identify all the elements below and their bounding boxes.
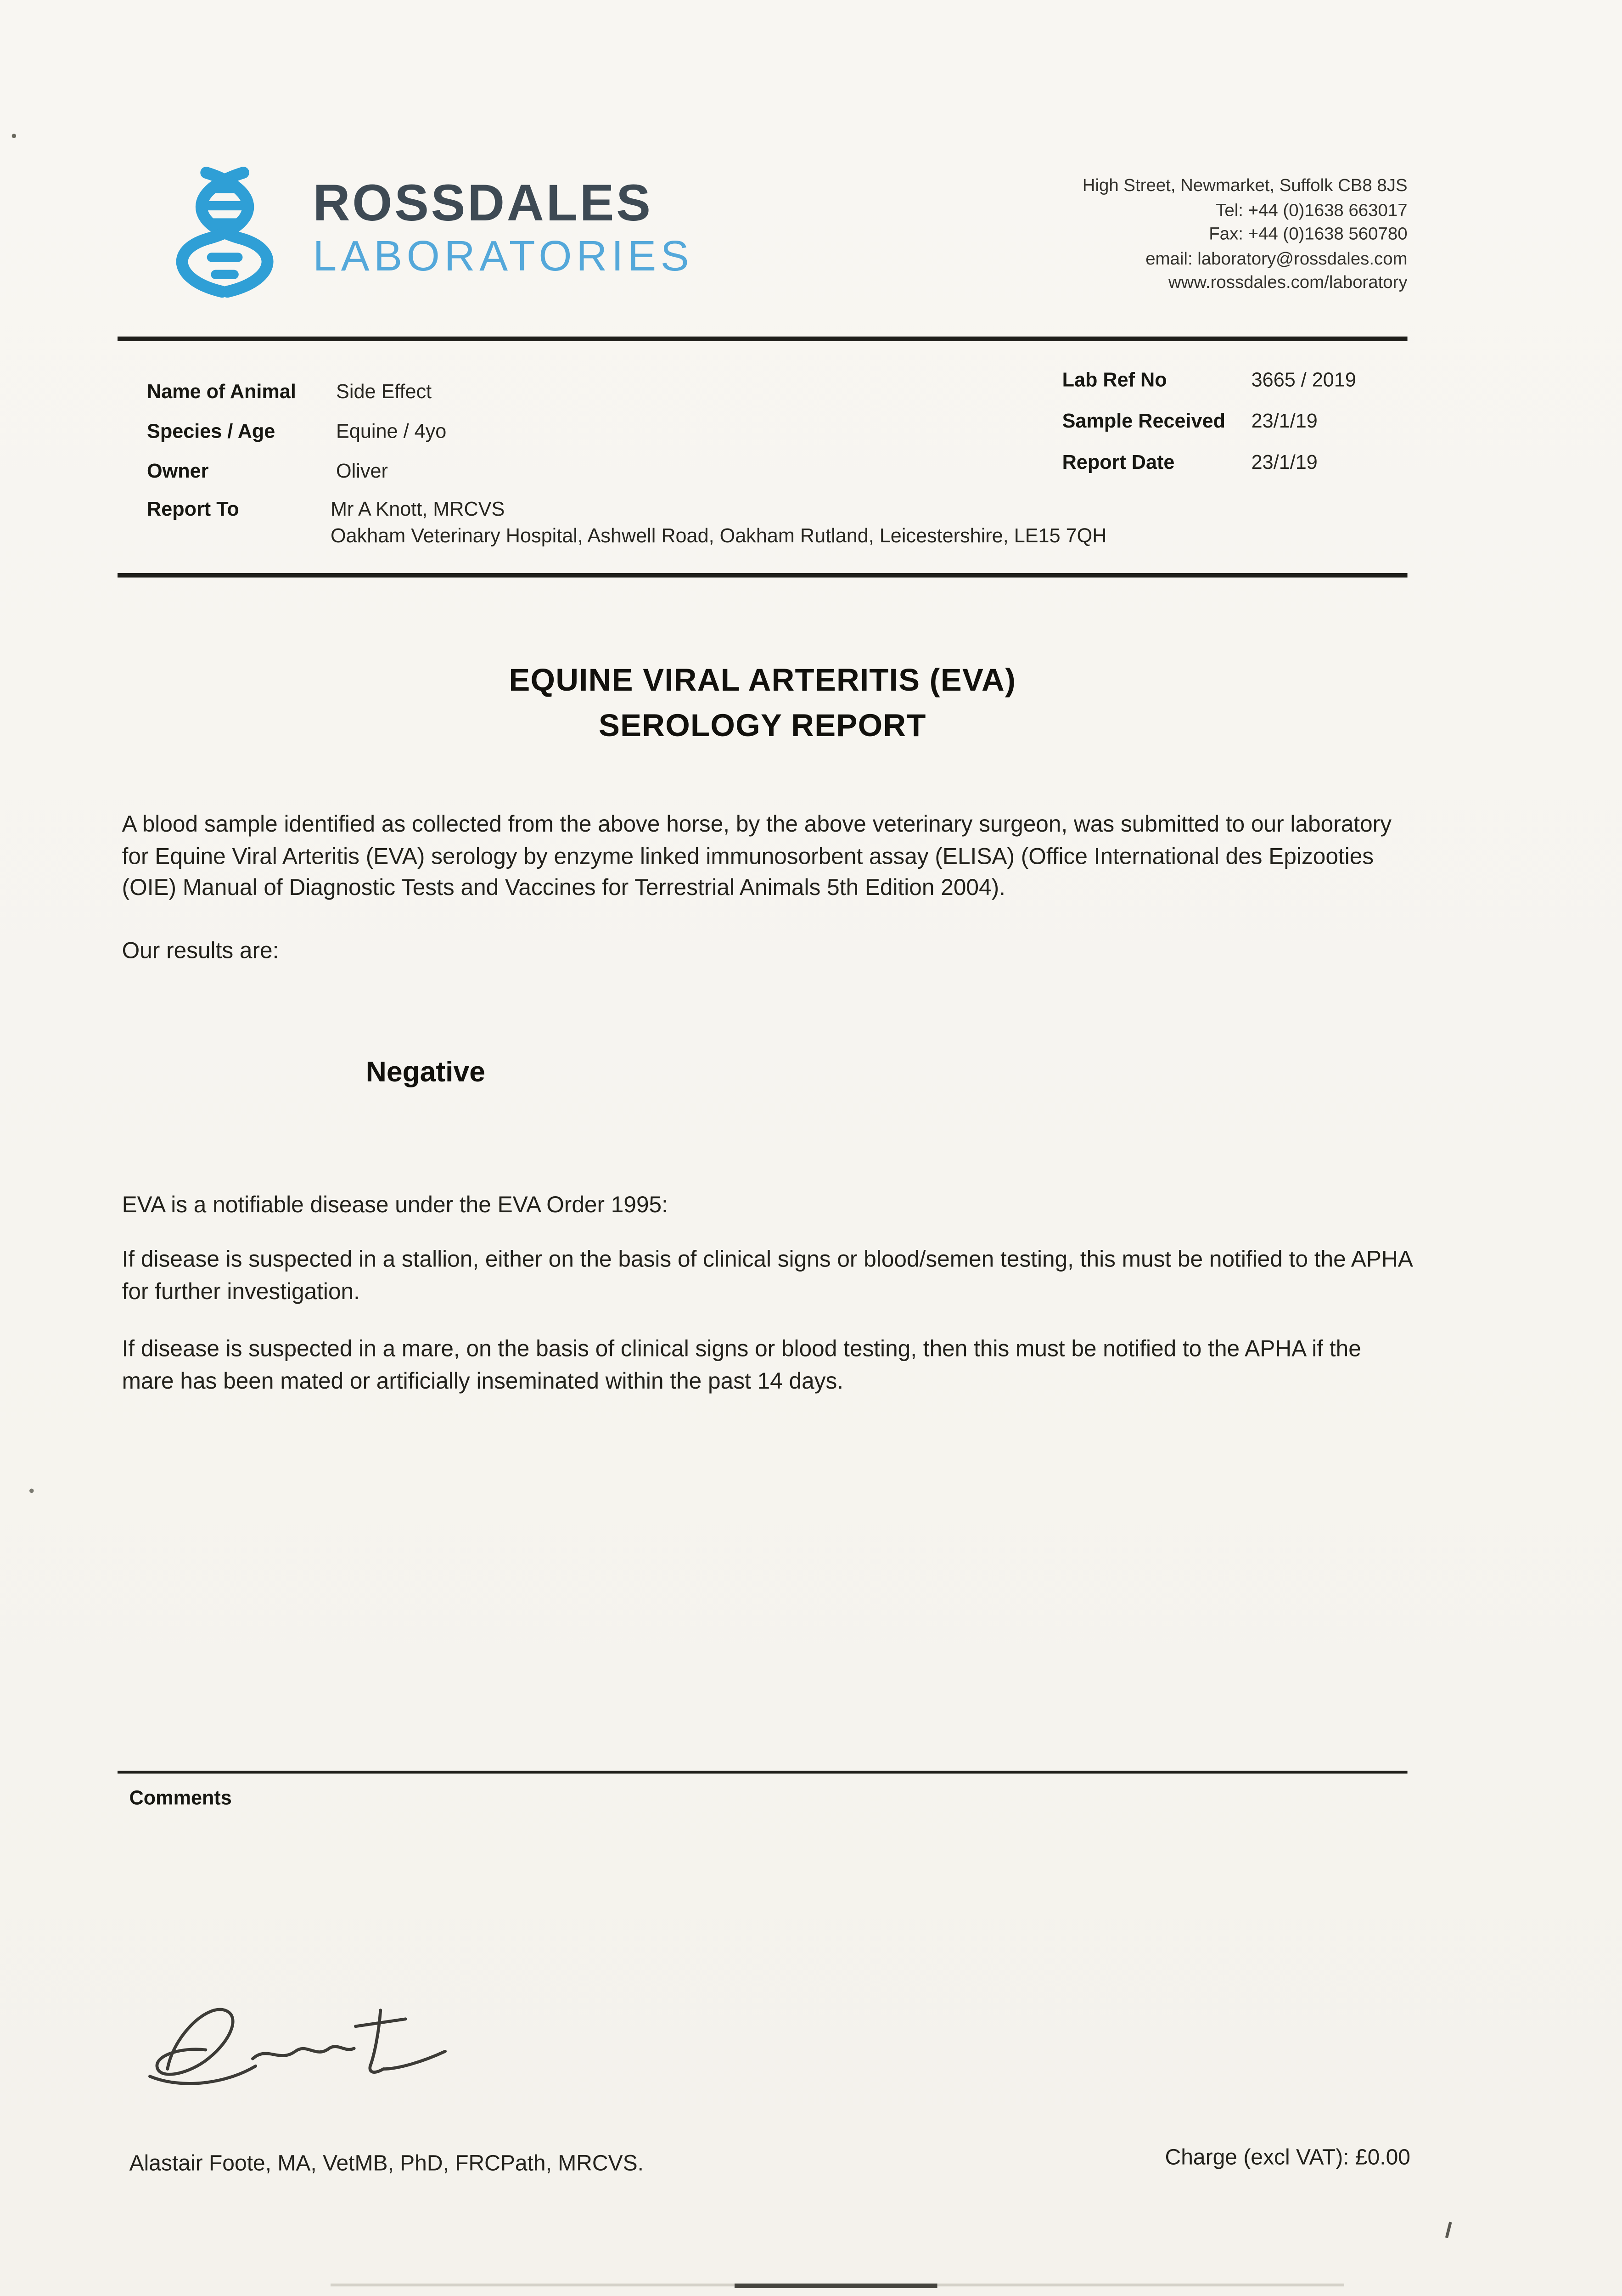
field-value: 23/1/19 [1251,410,1318,432]
logo-wordmark [313,174,694,282]
report-title-line1: EQUINE VIRAL ARTERITIS (EVA) [509,663,1016,698]
report-title [118,658,1408,749]
address-line: Fax: +44 (0)1638 560780 [1209,223,1408,244]
comments-label: Comments [129,1787,232,1809]
field-label: Report To [147,498,239,520]
logo-name: ROSSDALES [313,174,653,232]
mare-note: If disease is suspected in a mare, on the basis of clinical signs or blood testing, then this must be notified to the APHA if the mare has been mated or artificially inseminated within the past 14 days. [122,1337,1361,1394]
field-label: Sample Received [1062,410,1225,432]
comments-divider [118,1771,1408,1773]
field-value: 23/1/19 [1251,451,1318,473]
lab-address-block [1083,174,1408,295]
scan-artifact [12,134,17,138]
info-divider [118,573,1408,578]
field-value: Equine / 4yo [336,420,447,443]
logo-subtitle: LABORATORIES [313,233,694,281]
results-label: Our results are: [122,939,279,964]
field-value-line2: Oakham Veterinary Hospital, Ashwell Road, Oakham Rutland, Leicestershire, LE15 7QH [331,524,1107,547]
header-divider [118,337,1408,340]
field-owner [147,458,388,485]
result-value: Negative [365,1056,485,1089]
field-value: 3665 / 2019 [1251,369,1356,391]
report-title-line2: SEROLOGY REPORT [598,708,926,744]
address-line: High Street, Newmarket, Suffolk CB8 8JS [1082,174,1408,196]
field-report-date [1062,450,1318,476]
dna-helix-icon [159,164,291,299]
scan-artifact [29,1489,34,1493]
signatory-name: Alastair Foote, MA, VetMB, PhD, FRCPath, MRCVS. [129,2151,644,2177]
field-label: Report Date [1062,451,1175,473]
field-value-multiline [331,497,1271,550]
field-species-age [147,419,446,445]
field-label: Species / Age [147,420,275,443]
handwritten-signature [141,1981,471,2106]
scan-page-edge-mark [735,2283,937,2287]
field-label: Name of Animal [147,380,296,403]
address-line: www.rossdales.com/laboratory [1168,272,1408,293]
field-lab-ref-no [1062,367,1356,394]
field-label: Lab Ref No [1062,369,1167,391]
field-name-of-animal [147,379,432,406]
field-value: Oliver [336,460,388,482]
field-value: Mr A Knott, MRCVS [331,498,505,520]
address-line: Tel: +44 (0)1638 663017 [1216,199,1408,220]
notifiable-statement: EVA is a notifiable disease under the EVA Order 1995: [122,1193,668,1218]
field-label: Owner [147,460,209,482]
intro-paragraph: A blood sample identified as collected from the above horse, by the above veterinary surgeon, was submitted to our laboratory for Equine Viral Arteritis (EVA) serology by enzyme linked immunosorbent assay (ELISA) (Office International des Epizooties (OIE) Manual of Diagnostic Tests and Vaccines for Terrestrial Animals 5th Edition 2004). [122,812,1392,901]
field-value: Side Effect [336,380,432,403]
field-sample-received [1062,409,1318,435]
address-line: email: laboratory@rossdales.com [1145,248,1408,268]
charge-amount: Charge (excl VAT): £0.00 [1165,2145,1410,2171]
stallion-note: If disease is suspected in a stallion, either on the basis of clinical signs or blood/semen testing, this must be notified to the APHA for further investigation. [122,1247,1412,1304]
field-report-to [147,497,1293,550]
scan-artifact [1445,2222,1452,2238]
